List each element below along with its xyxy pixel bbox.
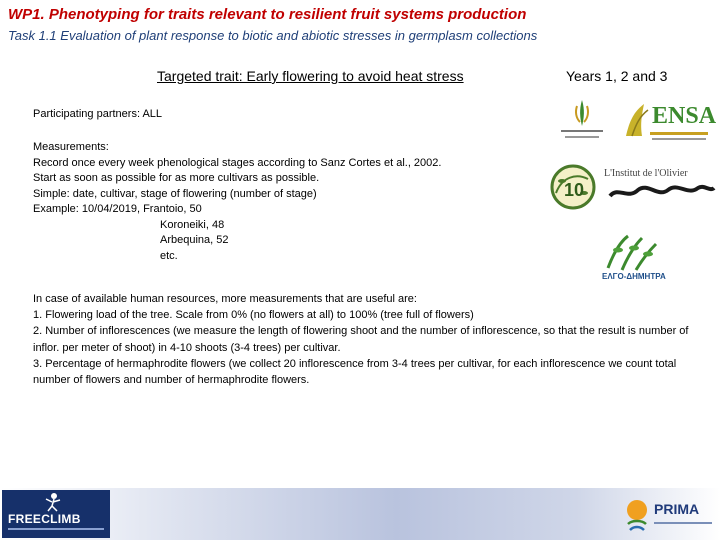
prima-subline [654, 522, 712, 524]
extra-measurements [33, 291, 705, 388]
example-line: etc. [160, 249, 178, 262]
task-title: Task 1.1 Evaluation of plant response to biotic and abiotic stresses in germplasm collections [8, 28, 538, 43]
wp-title: WP1. Phenotyping for traits relevant to resilient fruit systems production [8, 6, 527, 23]
prima-text: PRIMA [654, 501, 700, 517]
freeclimb-subline [8, 528, 104, 530]
ensa-logo [622, 98, 717, 146]
measurements-section [33, 140, 441, 264]
years-label: Years 1, 2 and 3 [566, 68, 668, 84]
ensa-logo-text: ENSA [652, 103, 717, 129]
example-line: Koroneiki, 48 [160, 218, 225, 231]
elgo-demeter-text: ΕΛΓΟ-ΔΗΜΗΤΡΑ [602, 272, 666, 281]
measurement-line: Record once every week phenological stages according to Sanz Cortes et al., 2002. [33, 156, 442, 169]
institut-olivier-logo [602, 166, 718, 208]
measurement-line: Example: 10/04/2019, Frantoio, 50 [33, 203, 202, 215]
climber-icon [2, 490, 110, 512]
extra-item: 1. Flowering load of the tree. Scale from 0% (no flowers at all) to 100% (tree full of flowers) [33, 309, 474, 322]
freeclimb-text: FREECLIMB [8, 512, 81, 526]
measurements-heading: Measurements: [33, 141, 109, 153]
measurement-line: Simple: date, cultivar, stage of flowering (number of stage) [33, 187, 317, 200]
elgo-demeter-logo [598, 232, 670, 288]
extra-intro: In case of available human resources, more measurements that are useful are: [33, 293, 417, 305]
freeclimb-logo [2, 490, 110, 538]
participating-partners: Participating partners: ALL [33, 108, 163, 120]
io-anniversary-logo [546, 163, 600, 211]
inra-morocco-logo [553, 94, 611, 146]
example-line: Arbequina, 52 [160, 234, 229, 246]
targeted-trait: Targeted trait: Early flowering to avoid heat stress [157, 68, 464, 84]
svg-text:10: 10 [564, 180, 585, 200]
prima-logo [620, 494, 716, 538]
prima-sun-icon [622, 496, 652, 536]
extra-item: 3. Percentage of hermaphrodite flowers (we collect 20 inflorescence from 3-4 trees per cultivar, for each inflorescence we count total number of flowers and number of hermaphrodite flowers. [33, 357, 677, 387]
extra-item: 2. Number of inflorescences (we measure the length of flowering shoot and the number of inflorescence, so that the result is number of inflor. per meter of shoot) in 4-10 shoots (3-4 trees) per cultivar. [33, 325, 689, 354]
measurement-line: Start as soon as possible for as more cultivars as possible. [33, 172, 320, 184]
institut-olivier-text: L'Institut de l'Olivier [604, 168, 688, 179]
